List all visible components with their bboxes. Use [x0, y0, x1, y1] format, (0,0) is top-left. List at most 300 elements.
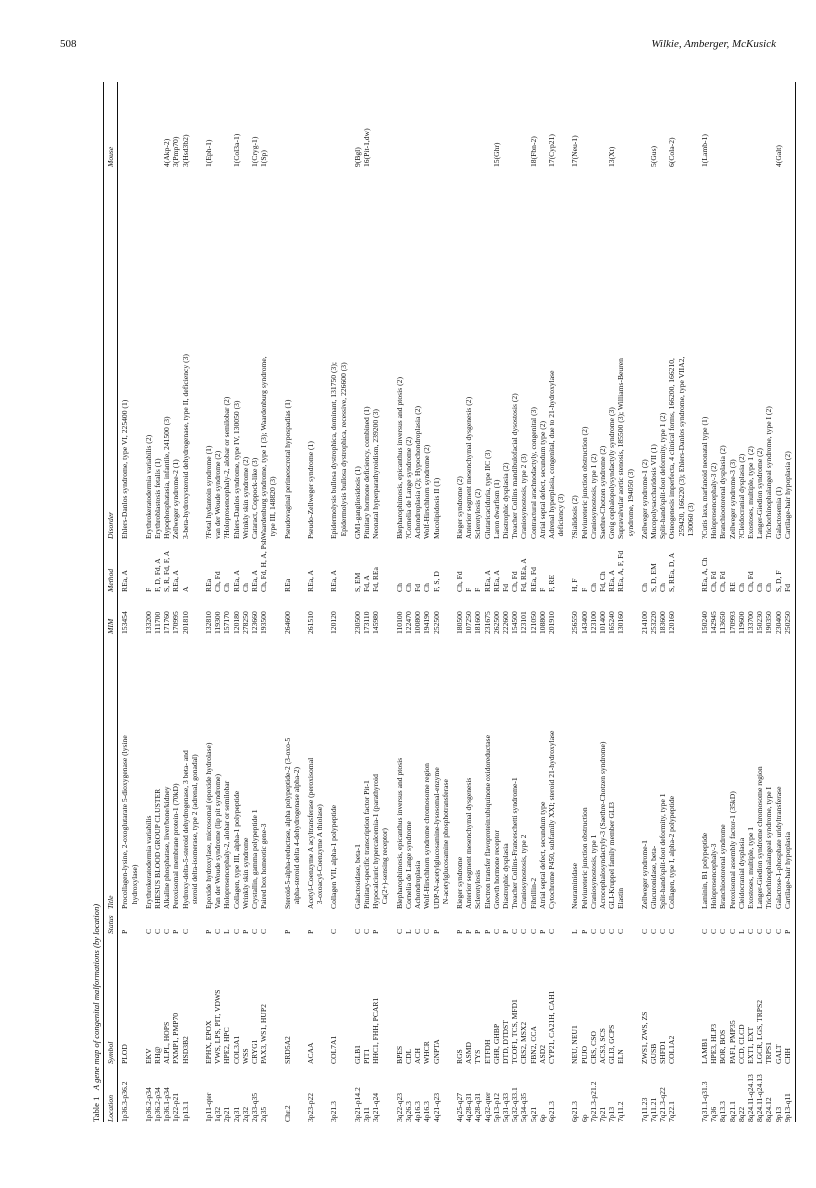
table-cell: Contractural arachnodactyly, congenital (3) [528, 407, 538, 539]
table-row [432, 82, 441, 1122]
table-cell: Procollagen-lysine, 2-oxoglutarate 5-dioxygenase (lysine [120, 735, 130, 909]
table-cell: CHH [782, 1047, 792, 1064]
table-cell: 2q33-q35 [250, 1092, 260, 1122]
table-cell: P [579, 929, 589, 934]
table-cell: 108800 [537, 611, 547, 634]
table-cell: C [773, 928, 783, 934]
table-row [162, 82, 171, 1122]
table-cell: Branchiootorenal dysplasia (2) [718, 445, 728, 539]
table-cell: 15(Ghr) [491, 142, 501, 167]
table-cell: 5q31-q33 [500, 1092, 510, 1122]
table-row [589, 82, 598, 1122]
table-cell: hydroxylase) [129, 864, 139, 905]
table-cell: Sclerotylosis (2) [473, 489, 483, 539]
table-row [519, 82, 528, 1122]
table-cell: 7p13 [607, 1106, 617, 1122]
table-cell: 1p36.1-p34 [162, 1087, 172, 1122]
table-cell: Collagen, type III, alpha-1 polypeptide [231, 790, 241, 909]
table-cell: Ch, Fd [510, 571, 520, 592]
table-row [353, 82, 362, 1122]
table-cell: PUJO [579, 1045, 589, 1064]
table-row [649, 82, 658, 1122]
table-cell: Achondroplasia [413, 860, 423, 909]
table-cell: Alkaline phosphatase, liver/bone/kidney [162, 786, 172, 909]
table-cell: REa, A [250, 570, 260, 592]
table-label: Table 1 [91, 1096, 101, 1122]
table-cell: 170993 [727, 611, 737, 634]
table-cell: Blepharophimosis, epicanthus inversus and ptosis [394, 757, 404, 909]
table-cell: 7q11.21 [648, 1097, 658, 1122]
table-cell: Ch, Fd, H, A, Psh [259, 538, 269, 592]
table-cell: Langer-Giedion syndrome chromosome region [755, 766, 765, 909]
table-cell: Cytochrome P450, subfamily XXI; steroid 21-hydroxylase [546, 730, 556, 909]
table-cell: ?Cutis laxa, marfanoid neonatal type (1) [699, 416, 709, 539]
table-cell: REa, A [171, 570, 181, 592]
table-cell: EKV [143, 1048, 153, 1064]
table-cell: Elastin [616, 887, 626, 909]
table-cell: 3p21-p14.2 [352, 1087, 362, 1122]
table-cell: 3p11 [362, 1107, 372, 1122]
table-row [492, 82, 501, 1122]
table-cell: L [570, 929, 580, 934]
table-cell: Laminin, B1 polypeptide [699, 832, 709, 909]
table-cell: 8q24.12 [764, 1097, 774, 1122]
table-cell: 183600 [658, 611, 668, 634]
table-cell: P [306, 929, 316, 934]
table-cell: F [579, 587, 589, 592]
table-cell: Hydroxy-delta-5-steroid dehydrogenase, 3 beta- and [180, 750, 190, 909]
table-row [667, 82, 676, 1122]
table-row [413, 82, 422, 1122]
table-cell: REa, A [120, 570, 130, 592]
table-cell: Acetyl-Coenzyme A acyltransferase (peroxisomal [306, 757, 316, 909]
table-cell: P [240, 929, 250, 934]
table-cell: S, REa, D, A [667, 552, 677, 592]
table-cell: 1p22-p21 [171, 1092, 181, 1122]
table-cell: Pituitary-specific transcription factor Pit-1 [362, 780, 372, 909]
table-cell: 201910 [546, 611, 556, 634]
table-cell: Hypophosphatasia, infantile, 241500 (3) [162, 416, 172, 539]
table-cell: SRD5A2 [282, 1036, 292, 1064]
table-cell: Van der Woude syndrome (lip pit syndrome) [213, 773, 223, 909]
table-cell: H, F [570, 578, 580, 592]
table-row [538, 82, 547, 1122]
table-cell: GLI3, GCPS [607, 1024, 617, 1064]
table-cell: P [782, 929, 792, 934]
table-cell: Ch, Fd [718, 571, 728, 592]
table-cell: C [352, 928, 362, 934]
table-cell: van der Woude syndrome (2) [213, 450, 223, 539]
table-cell: 8q24.11-q24.13 [755, 1074, 765, 1122]
table-cell: 3p23-p22 [306, 1092, 316, 1122]
table-cell: C [746, 928, 755, 934]
table-cell: Branchiootorenal syndrome [718, 824, 728, 909]
table-row [181, 82, 190, 1122]
table-cell: 119300 [213, 611, 223, 634]
table-row [529, 82, 538, 1122]
table-row [709, 82, 718, 1122]
table-cell: 132810 [204, 611, 214, 634]
table-cell: WHCR [422, 1041, 432, 1064]
table-cell: 170995 [171, 611, 181, 634]
table-cell: 123101 [519, 611, 529, 634]
table-cell: Supravalvular aortic stenosis, 185500 (3); Williams-Beuren [616, 358, 626, 539]
table-row [580, 82, 589, 1122]
table-row [329, 82, 338, 1122]
table-row [783, 82, 792, 1122]
table-cell: 3q26.3 [403, 1101, 413, 1122]
table-cell: C [528, 928, 538, 934]
table-cell: 1p13.1 [180, 1101, 190, 1122]
table-row [737, 82, 746, 1122]
table-cell: Cartilage-hair hypoplasia [782, 832, 792, 909]
table-cell: 262500 [491, 611, 501, 634]
table-row [658, 82, 667, 1122]
table-cell: F [473, 587, 483, 592]
table-cell: CRS2, MSX2 [519, 1021, 529, 1064]
table-cell: C [362, 928, 372, 934]
table-cell: REa, Fd [528, 567, 538, 592]
table-row [315, 82, 324, 1122]
table-cell: P [537, 929, 547, 934]
table-cell: C [764, 928, 774, 934]
table-row [455, 82, 464, 1122]
table-cell: 8q21.1 [727, 1101, 737, 1122]
column-header: Title [106, 895, 116, 909]
table-cell: NEU, NEU1 [570, 1025, 580, 1064]
table-row [190, 82, 199, 1122]
table-cell: Trichorhinophalangeal syndrome, type I (2) [764, 406, 774, 539]
table-cell: 3q21-q24 [371, 1092, 381, 1122]
table-cell: Exostoses, multiple, type 1 [746, 826, 755, 909]
table-row [441, 82, 450, 1122]
table-cell: Langer-Giedion syndrome (2) [755, 448, 765, 539]
table-cell: Ch, Fd [213, 571, 223, 592]
table-cell: 6(Cola-2) [667, 137, 677, 167]
table-cell: Trichorhinophalangeal syndrome, type I [764, 786, 774, 909]
table-cell: PAF1, PMP35 [727, 1020, 737, 1064]
table-row [130, 82, 139, 1122]
table-cell: Galactose-1-phosphate uridyltransferase [773, 786, 783, 909]
table-cell: COL3A1 [231, 1035, 241, 1064]
table-cell: Peroxisomal membrane protein-1 (70kD) [171, 783, 181, 909]
table-cell: 278250 [240, 611, 250, 634]
table-cell: F, RE [546, 574, 556, 592]
table-cell: 171760 [162, 611, 172, 634]
table-cell: 3(Hsd3b2) [180, 134, 190, 167]
table-cell: CRS, CSO [588, 1031, 598, 1064]
table-cell: ACS3, SCS [597, 1028, 607, 1064]
table-cell: Fd, A [362, 575, 372, 592]
table-cell: C [143, 928, 153, 934]
table-cell: Ch, Fd [709, 571, 719, 592]
table-cell: REa, A, F, Fd [616, 550, 626, 592]
table-cell: 121050 [528, 611, 538, 634]
table-cell: Holoprosencephaly-2, alobar or semilobar [222, 780, 232, 909]
table-row [774, 82, 783, 1122]
table-cell: Rieger syndrome [454, 856, 464, 909]
table-cell: C [616, 928, 626, 934]
table-cell: Neonatal hyperparathyroidism, 239200 (3) [371, 409, 381, 539]
table-cell: P [464, 929, 474, 934]
table-cell: C [546, 928, 556, 934]
table-cell: C [250, 928, 260, 934]
table-cell: C [607, 928, 617, 934]
table-cell: Fibrillin-2 [528, 877, 538, 909]
table-cell: 4q28-q31 [464, 1092, 474, 1122]
table-row [371, 82, 380, 1122]
column-header: Disorder [106, 511, 116, 539]
table-cell: Fd [782, 583, 792, 592]
table-cell: F [464, 587, 474, 592]
table-cell: P [282, 929, 292, 934]
table-cell: C [699, 928, 709, 934]
table-cell: P [171, 929, 181, 934]
table-cell: 1p36.2-p34 [153, 1087, 163, 1122]
table-cell: Glutaricaciduria, type IIC (3) [482, 450, 492, 539]
table-cell: C [422, 928, 432, 934]
table-cell: 133700 [746, 611, 755, 634]
table-cell: C [162, 928, 172, 934]
column-header-row [104, 82, 118, 1122]
table-cell: P [120, 929, 130, 934]
table-cell: EXT1, EXT [746, 1026, 755, 1064]
table-cell: Sclerotylosis [473, 869, 483, 909]
table-cell: C [709, 928, 719, 934]
table-cell: RGS [454, 1049, 464, 1064]
table-cell: Ch [240, 583, 250, 592]
table-cell: Ch [736, 583, 746, 592]
table-cell: Collagen, type I, alpha-2 polypeptide [667, 795, 677, 909]
table-cell: 2q35 [259, 1106, 269, 1122]
table-cell: 157170 [222, 611, 232, 634]
table-cell: REa, A [491, 570, 501, 592]
table-cell: C [491, 928, 501, 934]
table-cell: Erythrokeratodermia variabilis (2) [143, 434, 153, 539]
table-cell: ASMD [464, 1042, 474, 1064]
table-cell: ACAA [306, 1042, 316, 1064]
table-cell: Growth hormone receptor [491, 830, 501, 909]
table-cell: N-acetylglucosamine phosphotransferase [440, 779, 450, 905]
table-row [232, 82, 241, 1122]
table-row [362, 82, 371, 1122]
table-cell: REa, A [329, 570, 339, 592]
table-cell: P [454, 929, 464, 934]
table-cell: VWS, LPS, PIT, VDWS [213, 989, 223, 1064]
table-cell: 9p13 [773, 1106, 783, 1122]
table-row [339, 82, 348, 1122]
table-cell: Cataract, Coppock-like (3) [250, 457, 260, 539]
table-cell: Ch [588, 583, 598, 592]
table-cell: Cartilage-hair hypoplasia (2) [782, 451, 792, 539]
table-cell: P [500, 929, 510, 934]
table-cell: 194190 [422, 611, 432, 634]
table-cell: 5q32-q33.1 [510, 1087, 520, 1122]
table-cell: Chr.2 [282, 1105, 292, 1122]
table-cell: Zellweger syndrome-1 [639, 840, 649, 909]
table-cell: Ch [222, 583, 232, 592]
table-cell: P [473, 929, 483, 934]
table-cell: F [537, 587, 547, 592]
table-cell: Glucuronidase, beta- [648, 845, 658, 909]
table-row [268, 82, 277, 1122]
table-row [120, 82, 129, 1122]
table-cell: COL1A2 [667, 1035, 677, 1064]
table-cell: Wolf-Hirschhorn syndrome chromosome region [422, 763, 432, 909]
table-row [700, 82, 709, 1122]
table-cell: Fd, REa, A [519, 558, 529, 592]
table-cell: Rieger syndrome (2) [454, 476, 464, 539]
table-cell: 5q21 [528, 1106, 538, 1122]
table-cell: Greig cephalopolysyndactyly syndrome (3) [607, 407, 617, 539]
table-cell: Zellweger syndrome-1 (2) [639, 459, 649, 539]
table-cell: Atrial septal defect, secundum type [537, 801, 547, 909]
table-row [718, 82, 727, 1122]
table-cell: 3-beta-hydroxysteroid dehydrogenase, type II, deficiency (3) [180, 354, 190, 539]
table-cell: Ch, Fd [454, 571, 464, 592]
table-cell: Treacher Collins-Franceschetti syndrome-1 [510, 777, 520, 909]
table-cell: 1(Lamb-1) [699, 134, 709, 167]
table-cell: TYS [473, 1049, 483, 1064]
table-cell: Zellweger syndrome-3 (3) [727, 459, 737, 539]
table-cell: Peroxisomal assembly factor-1 (35kD) [727, 791, 737, 909]
table-cell: Ch [422, 583, 432, 592]
table-cell: Ch [755, 583, 765, 592]
table-cell: Craniosynostosis, type 2 [519, 834, 529, 909]
table-cell: REa, A, Ch [699, 557, 709, 592]
table-cell: Pelviureteric junction obstruction [579, 807, 589, 909]
table-cell: 1p11-qter [204, 1092, 214, 1122]
table-cell: 18(Fbn-2) [528, 136, 538, 167]
table-cell: Wrinkly skin syndrome [240, 837, 250, 909]
table-cell: HSD3B2 [180, 1036, 190, 1064]
table-cell: 256550 [570, 611, 580, 634]
table-title: A gene map of congenital malformations (by location) [91, 903, 101, 1091]
table-body [120, 82, 792, 1122]
table-cell: C [519, 928, 529, 934]
table-cell: S, EM [352, 572, 362, 592]
table-cell: ASD2 [537, 1045, 547, 1064]
table-cell: LGCR, LGS, TRPS2 [755, 999, 765, 1064]
column-header: Symbol [106, 1041, 116, 1064]
table-row [755, 82, 764, 1122]
table-cell: 259420, 166220 (3); Ehlers-Danlos syndrome, type VIIA2, [676, 356, 686, 537]
table-row [483, 82, 492, 1122]
table-cell: GLI-Kruppel family member GLI3 [607, 802, 617, 909]
table-cell: REa, A [482, 570, 492, 592]
table-cell: 3p21.3 [329, 1101, 339, 1122]
table-cell: Steroid-5-alpha-reductase, alpha polypeptide-2 (3-oxo-5 [282, 737, 292, 909]
table-cell: 150230 [755, 611, 765, 634]
table-row [144, 82, 153, 1122]
table-cell: Mucolipidosis II (1) [431, 477, 441, 539]
bottom-rule [795, 82, 796, 1122]
running-head-authors: Wilkie, Amberger, McKusick [651, 38, 776, 50]
table-cell: 2q32 [240, 1106, 250, 1122]
table-cell: 110100 [394, 611, 404, 634]
table-cell: Holoprosencephaly-3 [709, 843, 719, 909]
table-cell: CRYG1 [250, 1039, 260, 1064]
table-caption [92, 82, 101, 1122]
table-row [556, 82, 565, 1122]
table-cell: deficiency (3) [556, 494, 566, 537]
table-cell: 7q36 [709, 1106, 719, 1122]
table-cell: 17(Neu-1) [570, 135, 580, 167]
table-row [171, 82, 180, 1122]
table-cell: C [727, 928, 737, 934]
table-cell: 120180 [231, 611, 241, 634]
table-cell: 107250 [464, 611, 474, 634]
table-cell: ZWS1, ZWS, ZS [639, 1011, 649, 1064]
table-cell: C [510, 928, 520, 934]
table-cell: 153454 [120, 611, 130, 634]
table-cell: 8q22 [736, 1106, 746, 1122]
table-cell: 222600 [500, 611, 510, 634]
table-cell: Cornelia de Lange syndrome [403, 821, 413, 909]
table-cell: syndrome, 194050 (3) [625, 469, 635, 537]
table-row [570, 82, 579, 1122]
table-cell: P [431, 929, 441, 934]
table-cell: BOR, BOS [718, 1029, 728, 1064]
table-cell: 1p36.2-p34 [143, 1087, 153, 1122]
table-cell: RHESUS BLOOD GROUP CLUSTER [153, 788, 163, 909]
table-cell: Waardenburg syndrome, type I (3); Waardenburg syndrome, [259, 356, 269, 539]
table-cell: C [259, 928, 269, 934]
table-row [222, 82, 231, 1122]
table-cell: C [413, 928, 423, 934]
table-cell: alpha-steroid delta 4-dehydrogenase alpha-2) [291, 766, 301, 905]
table-cell: L [222, 929, 232, 934]
table-cell: 143400 [579, 611, 589, 634]
table-cell: Hypocalciuric hypercalcemia-1 (parathyroid [371, 774, 381, 909]
table-cell: REa [282, 578, 292, 592]
table-row [510, 82, 519, 1122]
table-row [404, 82, 413, 1122]
table-cell: 5q34-q35 [519, 1092, 529, 1122]
table-cell: S, D, EM [648, 563, 658, 592]
table-cell: COL7A1 [329, 1035, 339, 1064]
table-cell: 154500 [510, 611, 520, 634]
table-cell: 101400 [597, 611, 607, 634]
table-cell: 8q13.3 [718, 1101, 728, 1122]
table-row [292, 82, 301, 1122]
table-cell: 145980 [371, 611, 381, 634]
table-cell: 4p16.3 [422, 1101, 432, 1122]
table-cell: ?Fetal hydantoin syndrome (1) [204, 445, 214, 539]
table-cell: Ch [394, 583, 404, 592]
table-cell: SHFD1 [658, 1040, 668, 1064]
table-cell: 120160 [667, 611, 677, 634]
table-cell: Galactosidase, beta-1 [352, 844, 362, 909]
table-cell: REa, A [306, 570, 316, 592]
table-cell: GUSB [648, 1043, 658, 1064]
table-cell: Split-hand/split-foot deformity, type 1 (2) [658, 412, 668, 539]
table-row [598, 82, 607, 1122]
table-cell: Ehlers-Danlos syndrome, type IV, 130050 (3) [231, 400, 241, 539]
table-cell: 7q11.23 [639, 1097, 649, 1122]
table-cell: ?Cleidocranial dysplasia (2) [736, 453, 746, 539]
table-cell: 130160 [616, 611, 626, 634]
table-cell: Craniosynostosis, type 1 [588, 834, 598, 909]
table-cell: DTD, DTDST [500, 1020, 510, 1064]
table-cell: 264600 [282, 611, 292, 634]
table-cell: 17(Cyp21) [546, 134, 556, 167]
table-cell: Erythrokeratodermia variabilis [143, 815, 153, 909]
table-cell: ?Sialidosis (2) [570, 495, 580, 539]
table-cell: type III, 148820 (3) [268, 476, 278, 537]
table-row [395, 82, 404, 1122]
table-cell: 150240 [699, 611, 709, 634]
